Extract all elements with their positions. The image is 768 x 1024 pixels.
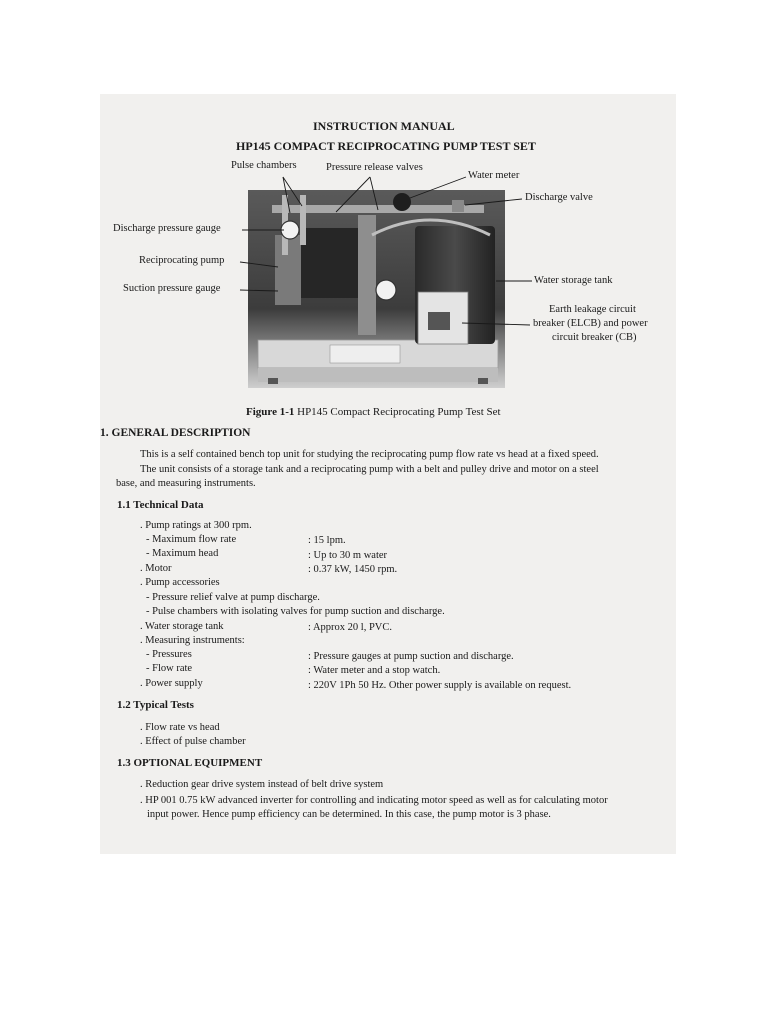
tech-row-value: : Water meter and a stop watch. (308, 665, 441, 676)
callout-suction-pressure-gauge: Suction pressure gauge (123, 283, 221, 294)
optional-item-1: . Reduction gear drive system instead of belt drive system (140, 779, 384, 790)
paragraph-line-3: base, and measuring instruments. (116, 478, 256, 489)
callout-discharge-pressure-gauge: Discharge pressure gauge (113, 223, 221, 234)
tech-row-value: : Up to 30 m water (308, 550, 388, 561)
heading-optional-equipment: 1.3 OPTIONAL EQUIPMENT (117, 757, 263, 769)
tech-row-label: - Maximum flow rate (146, 534, 237, 545)
tech-row-label: . Pump accessories (140, 577, 220, 588)
callout-water-storage-tank: Water storage tank (534, 275, 613, 286)
paragraph-line-2: The unit consists of a storage tank and a reciprocating pump with a belt and pulley drive and motor on a steel (140, 464, 599, 475)
tech-row-value: : Approx 20 l, PVC. (308, 622, 393, 633)
tech-row-label: - Maximum head (146, 548, 219, 559)
tech-row-label: . Motor (140, 563, 172, 574)
optional-item-2-line-2: input power. Hence pump efficiency can be determined. In this case, the pump motor is 3 phase. (147, 809, 551, 820)
callout-reciprocating-pump: Reciprocating pump (139, 255, 225, 266)
tech-row-value: : 15 lpm. (308, 535, 346, 546)
tech-row-label: . Pump ratings at 300 rpm. (140, 520, 252, 531)
tech-row-label: - Pressure relief valve at pump discharge. (146, 592, 320, 603)
typical-test-item: . Effect of pulse chamber (140, 736, 246, 747)
tech-row-label: . Water storage tank (140, 621, 224, 632)
caption-label: Figure 1-1 (246, 406, 295, 418)
heading-technical-data: 1.1 Technical Data (117, 499, 204, 511)
paragraph-line-1: This is a self contained bench top unit for studying the reciprocating pump flow rate vs head at a fixed speed. (140, 449, 599, 460)
optional-item-2-line-1: . HP 001 0.75 kW advanced inverter for controlling and indicating motor speed as well as for calculating motor (140, 795, 608, 806)
callout-water-meter: Water meter (468, 170, 520, 181)
callout-elcb-line2: breaker (ELCB) and power (533, 318, 648, 329)
typical-test-item: . Flow rate vs head (140, 722, 220, 733)
callout-elcb-line3: circuit breaker (CB) (552, 332, 637, 343)
tech-row-label: - Pressures (146, 649, 192, 660)
tech-row-label: - Pulse chambers with isolating valves for pump suction and discharge. (146, 606, 445, 617)
caption-text: HP145 Compact Reciprocating Pump Test Set (297, 406, 501, 418)
tech-row-label: . Power supply (140, 678, 203, 689)
tech-row-value: : Pressure gauges at pump suction and discharge. (308, 651, 514, 662)
callout-pressure-release-valves: Pressure release valves (326, 162, 423, 173)
document-subtitle: HP145 COMPACT RECIPROCATING PUMP TEST SET (236, 139, 536, 153)
heading-general-description: 1. GENERAL DESCRIPTION (100, 427, 251, 439)
figure-caption (246, 406, 501, 418)
callout-pulse-chambers: Pulse chambers (231, 160, 297, 171)
document-title: INSTRUCTION MANUAL (313, 119, 455, 133)
tech-row-value: : 220V 1Ph 50 Hz. Other power supply is available on request. (308, 680, 572, 691)
heading-typical-tests: 1.2 Typical Tests (117, 699, 194, 711)
tech-row-value: : 0.37 kW, 1450 rpm. (308, 564, 398, 575)
callout-discharge-valve: Discharge valve (525, 192, 593, 203)
tech-row-label: . Measuring instruments: (140, 635, 245, 646)
tech-row-label: - Flow rate (146, 663, 193, 674)
callout-elcb-line1: Earth leakage circuit (549, 304, 636, 315)
